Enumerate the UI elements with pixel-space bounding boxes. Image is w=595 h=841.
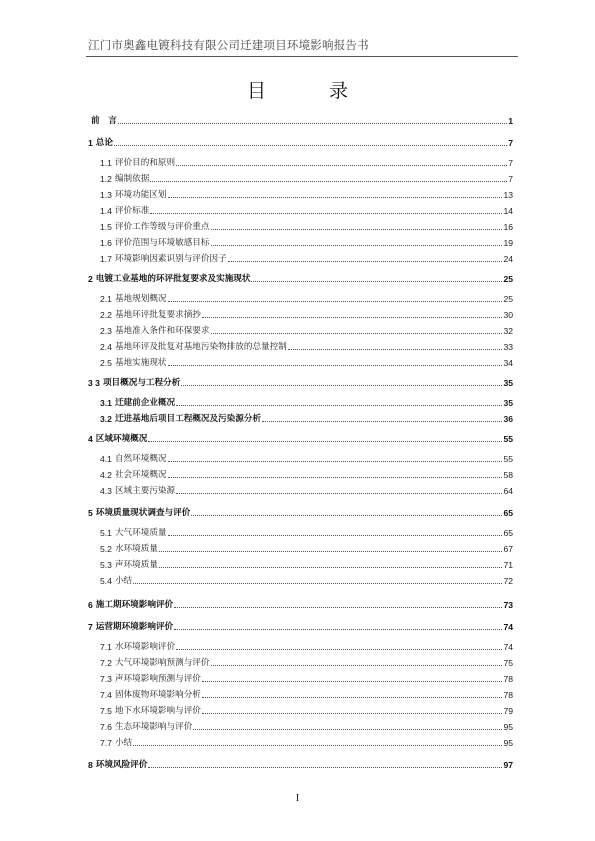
toc-chapter-entry[interactable] [88,598,513,610]
toc-dot-leader [202,713,503,714]
toc-entry-number: 7.5 [100,706,112,716]
toc-dot-leader [228,261,503,262]
toc-entry-page: 19 [503,238,513,248]
toc-section-entry[interactable] [88,484,513,496]
toc-section-entry[interactable] [88,156,513,168]
toc-dot-leader [150,213,502,214]
toc-entry-number: 5.2 [100,544,112,554]
toc-dot-leader [176,165,507,166]
toc-entry-page: 35 [503,398,513,408]
toc-section-entry[interactable] [88,412,513,424]
toc-entry-page: 58 [503,470,513,480]
toc-entry-label: 区域环境概况 [95,434,148,444]
toc-entry-label: 运营期环境影响评价 [95,622,174,632]
toc-entry-label: 区域主要污染源 [114,486,176,496]
toc-dot-leader [211,665,503,666]
toc-entry-page: 64 [503,486,513,496]
toc-dot-leader [202,317,503,318]
toc-entry-number: 6 [88,600,93,610]
toc-dot-leader [288,349,503,350]
toc-section-entry[interactable] [88,252,513,264]
toc-entry-page: 24 [503,254,513,264]
toc-entry-label: 生态环境影响与评价 [114,722,193,732]
toc-entry-label: 评价范围与环境敏感目标 [114,238,210,248]
toc-section-entry[interactable] [88,236,513,248]
toc-section-entry[interactable] [88,308,513,320]
toc-section-entry[interactable] [88,396,513,408]
toc-dot-leader [174,629,502,630]
toc-entry-number: 7.1 [100,642,112,652]
toc-entry-page: 65 [503,508,513,518]
toc-entry-label: 评价标准 [114,206,150,216]
toc-entry-number: 5.1 [100,528,112,538]
toc-entry-label: 基地环评及批复对基地污染物排放的总量控制 [114,342,287,352]
toc-entry-number: 5 [88,508,93,518]
toc-entry-page: 25 [503,274,513,284]
toc-entry-page: 1 [508,116,513,126]
toc-entry-page: 33 [503,342,513,352]
toc-dot-leader [168,301,503,302]
toc-entry-number: 3.2 [100,414,112,424]
toc-section-entry[interactable] [88,356,513,368]
toc-section-entry[interactable] [88,188,513,200]
toc-entry-number: 1.6 [100,238,112,248]
toc-entry-number: 7.7 [100,738,112,748]
toc-section-entry[interactable] [88,656,513,668]
toc-chapter-entry[interactable] [88,272,513,284]
toc-section-entry[interactable] [88,574,513,586]
toc-dot-leader [168,477,503,478]
toc-entry-number: 7.4 [100,690,112,700]
toc-dot-leader [133,583,502,584]
toc-dot-leader [174,607,502,608]
toc-entry-number: 7.3 [100,674,112,684]
toc-dot-leader [168,461,503,462]
toc-entry-label: 水环境影响评价 [114,642,176,652]
toc-entry-label: 总论 [95,138,113,148]
toc-entry-number: 1 [88,138,93,148]
toc-section-entry[interactable] [88,720,513,732]
toc-entry-number: 1.1 [100,158,112,168]
toc-entry-label: 项目概况与工程分析 [102,378,181,388]
toc-entry-label: 评价工作等级与评价重点 [114,222,210,232]
toc-entry-page: 67 [503,544,513,554]
toc-entry-page: 72 [503,576,513,586]
toc-entry-label: 迁进基地后项目工程概况及污染源分析 [114,414,262,424]
toc-entry-page: 25 [503,294,513,304]
toc-entry-label: 电镀工业基地的环评批复要求及实施现状 [95,274,251,284]
toc-entry-page: 71 [503,560,513,570]
toc-section-entry[interactable] [88,452,513,464]
toc-dot-leader [150,181,507,182]
toc-entry-page: 75 [503,658,513,668]
toc-chapter-entry[interactable] [88,114,513,126]
toc-section-entry[interactable] [88,704,513,716]
toc-dot-leader [211,245,503,246]
toc-entry-label: 迁建前企业概况 [114,398,176,408]
toc-entry-number: 2.2 [100,310,112,320]
toc-section-entry[interactable] [88,468,513,480]
toc-entry-label: 社会环境概况 [114,470,167,480]
toc-entry-number: 5.4 [100,576,112,586]
toc-entry-label: 声环境影响预测与评价 [114,674,201,684]
toc-dot-leader [211,333,503,334]
footer-page-number: I [295,793,300,804]
toc-entry-page: 7 [508,158,513,168]
toc-entry-label: 小结 [114,576,133,586]
toc-entry-page: 32 [503,326,513,336]
toc-entry-page: 74 [503,642,513,652]
toc-dot-leader [159,567,503,568]
toc-entry-page: 30 [503,310,513,320]
toc-entry-number: 2.4 [100,342,112,352]
toc-chapter-entry[interactable] [88,758,513,770]
toc-section-entry[interactable] [88,640,513,652]
toc-entry-number: 4.2 [100,470,112,480]
toc-entry-label: 大气环境影响预测与评价 [114,658,210,668]
toc-entry-number: 4.1 [100,454,112,464]
toc-entry-number: 4.3 [100,486,112,496]
toc-section-entry[interactable] [88,672,513,684]
toc-entry-label: 环境质量现状调查与评价 [95,508,191,518]
toc-dot-leader [191,515,502,516]
toc-entry-page: 79 [503,706,513,716]
toc-entry-label: 基地环评批复要求摘抄 [114,310,201,320]
document-header: 江门市奥鑫电镀科技有限公司迁建项目环境影响报告书 [88,38,369,52]
toc-entry-number: 2.3 [100,326,112,336]
toc-dot-leader [211,229,503,230]
toc-entry-label: 前 言 [91,116,117,126]
toc-entry-page: 7 [508,174,513,184]
toc-entry-number: 1.4 [100,206,112,216]
toc-entry-page: 73 [503,600,513,610]
toc-dot-leader [168,197,503,198]
toc-entry-label: 自然环境概况 [114,454,167,464]
toc-chapter-entry[interactable] [88,432,513,444]
toc-dot-leader [118,123,507,124]
toc-entry-number: 2.1 [100,294,112,304]
toc-entry-page: 65 [503,528,513,538]
toc-section-entry[interactable] [88,736,513,748]
toc-entry-page: 13 [503,190,513,200]
toc-entry-label: 小结 [114,738,133,748]
toc-section-entry[interactable] [88,220,513,232]
toc-entry-page: 16 [503,222,513,232]
toc-section-entry[interactable] [88,526,513,538]
toc-entry-number: 5.3 [100,560,112,570]
toc-entry-number: 1.7 [100,254,112,264]
toc-entry-number: 1.2 [100,174,112,184]
toc-entry-label: 基地实施现状 [114,358,167,368]
toc-entry-label: 大气环境质量 [114,528,167,538]
toc-entry-label: 评价目的和原则 [114,158,176,168]
toc-entry-page: 95 [503,738,513,748]
toc-section-entry[interactable] [88,172,513,184]
toc-entry-page: 35 [503,378,513,388]
toc-entry-number: 1.5 [100,222,112,232]
toc-entry-page: 55 [503,434,513,444]
toc-entry-page: 14 [503,206,513,216]
toc-entry-label: 基地规划概况 [114,294,167,304]
toc-entry-label: 基地准入条件和环保要求 [114,326,210,336]
toc-entry-page: 95 [503,722,513,732]
toc-dot-leader [148,441,502,442]
toc-section-entry[interactable] [88,688,513,700]
toc-entry-number: 7.6 [100,722,112,732]
toc-entry-page: 78 [503,690,513,700]
toc-section-entry[interactable] [88,542,513,554]
toc-entry-page: 97 [503,760,513,770]
toc-entry-page: 7 [508,138,513,148]
toc-section-entry[interactable] [88,292,513,304]
toc-dot-leader [176,649,502,650]
toc-dot-leader [159,551,503,552]
header-rule [86,56,518,57]
toc-entry-label: 固体废物环境影响分析 [114,690,201,700]
toc-dot-leader [202,697,503,698]
toc-title: 目 录 [246,80,370,102]
toc-entry-page: 34 [503,358,513,368]
toc-dot-leader [262,421,502,422]
toc-entry-label: 声环境质量 [114,560,158,570]
toc-dot-leader [168,535,503,536]
toc-entry-label: 施工期环境影响评价 [95,600,174,610]
toc-entry-label: 水环境质量 [114,544,158,554]
toc-entry-label: 环境风险评价 [95,760,148,770]
toc-dot-leader [168,365,503,366]
toc-dot-leader [251,281,502,282]
toc-dot-leader [148,767,502,768]
toc-entry-number: 1.3 [100,190,112,200]
toc-section-entry[interactable] [88,324,513,336]
toc-section-entry[interactable] [88,340,513,352]
toc-chapter-entry[interactable] [88,376,513,388]
toc-dot-leader [176,405,502,406]
toc-entry-number: 3.1 [100,398,112,408]
toc-chapter-entry[interactable] [88,506,513,518]
toc-dot-leader [202,681,503,682]
toc-entry-number: 7.2 [100,658,112,668]
toc-dot-leader [133,745,502,746]
toc-chapter-entry[interactable] [88,620,513,632]
toc-entry-number: 2 [88,274,93,284]
toc-chapter-entry[interactable] [88,136,513,148]
toc-dot-leader [114,145,507,146]
toc-entry-number: 4 [88,434,93,444]
toc-section-entry[interactable] [88,558,513,570]
toc-entry-label: 环境影响因素识别与评价因子 [114,254,227,264]
toc-entry-page: 78 [503,674,513,684]
toc-dot-leader [176,493,502,494]
toc-entry-label: 地下水环境影响与评价 [114,706,201,716]
toc-entry-number: 2.5 [100,358,112,368]
toc-dot-leader [181,385,502,386]
toc-entry-label: 编制依据 [114,174,150,184]
toc-entry-page: 74 [503,622,513,632]
toc-entry-number: 7 [88,622,93,632]
toc-entry-page: 36 [503,414,513,424]
toc-section-entry[interactable] [88,204,513,216]
toc-entry-label: 环境功能区划 [114,190,167,200]
toc-entry-number: 3 3 [88,378,100,388]
toc-dot-leader [193,729,502,730]
toc-entry-page: 55 [503,454,513,464]
toc-entry-number: 8 [88,760,93,770]
